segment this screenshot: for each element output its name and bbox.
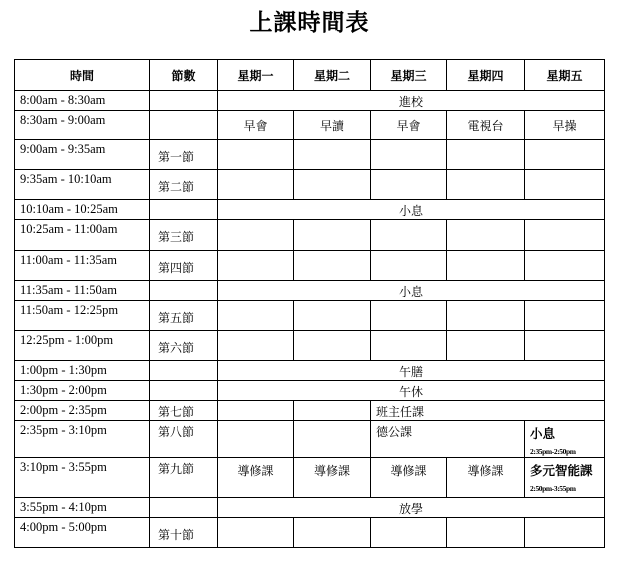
lesson-cell xyxy=(447,301,525,331)
lesson-cell xyxy=(294,170,371,200)
table-row xyxy=(15,91,605,111)
period-cell: 第三節 xyxy=(150,220,218,251)
table-row xyxy=(15,361,605,381)
friday-time: 2:35pm-2:50pm xyxy=(530,447,576,456)
lesson-cell xyxy=(447,140,525,170)
lesson-cell xyxy=(525,140,605,170)
lesson-cell xyxy=(371,518,447,548)
header-row xyxy=(15,60,605,91)
lesson-cell xyxy=(371,251,447,281)
time-cell: 11:00am - 11:35am xyxy=(15,251,150,281)
lesson-cell xyxy=(294,140,371,170)
lesson-cell xyxy=(447,331,525,361)
lesson-cell xyxy=(218,220,294,251)
span-cell: 德公課 xyxy=(371,421,525,458)
lesson-cell xyxy=(525,518,605,548)
lesson-cell xyxy=(371,331,447,361)
table-row xyxy=(15,381,605,401)
time-cell: 2:00pm - 2:35pm xyxy=(15,401,150,421)
friday-title: 小息 xyxy=(530,426,556,441)
lesson-cell xyxy=(218,421,294,458)
tutorial-cell-wed: 導修課 xyxy=(371,458,447,498)
period-cell: 第一節 xyxy=(150,140,218,170)
table-row xyxy=(15,401,605,421)
header-period: 節數 xyxy=(150,60,218,91)
period-cell: 第九節 xyxy=(150,458,218,498)
time-cell: 11:50am - 12:25pm xyxy=(15,301,150,331)
time-cell: 11:35am - 11:50am xyxy=(15,281,150,301)
period-cell xyxy=(150,498,218,518)
header-time: 時間 xyxy=(15,60,150,91)
time-cell: 1:00pm - 1:30pm xyxy=(15,361,150,381)
header-fri: 星期五 xyxy=(525,60,605,91)
period-cell xyxy=(150,281,218,301)
table-row xyxy=(15,281,605,301)
lesson-cell xyxy=(447,251,525,281)
lesson-cell xyxy=(294,301,371,331)
time-cell: 9:00am - 9:35am xyxy=(15,140,150,170)
lesson-cell xyxy=(218,170,294,200)
table-row xyxy=(15,331,605,361)
tutorial-cell-thu: 導修課 xyxy=(447,458,525,498)
period-cell: 第五節 xyxy=(150,301,218,331)
lesson-cell xyxy=(218,401,294,421)
time-cell: 8:30am - 9:00am xyxy=(15,111,150,140)
lesson-cell xyxy=(218,251,294,281)
header-tue: 星期二 xyxy=(294,60,371,91)
time-cell: 3:55pm - 4:10pm xyxy=(15,498,150,518)
table-row xyxy=(15,220,605,251)
table-row xyxy=(15,111,605,140)
time-cell: 2:35pm - 3:10pm xyxy=(15,421,150,458)
lesson-cell xyxy=(218,140,294,170)
lesson-cell xyxy=(525,170,605,200)
span-cell: 午休 xyxy=(218,381,605,401)
lesson-cell xyxy=(371,301,447,331)
span-cell: 班主任課 xyxy=(371,401,605,421)
time-cell: 10:25am - 11:00am xyxy=(15,220,150,251)
activity-cell-tue: 早讀 xyxy=(294,111,371,140)
table-row xyxy=(15,170,605,200)
period-cell: 第七節 xyxy=(150,401,218,421)
time-cell: 10:10am - 10:25am xyxy=(15,200,150,220)
lesson-cell xyxy=(525,220,605,251)
table-row xyxy=(15,458,605,498)
period-cell: 第二節 xyxy=(150,170,218,200)
time-cell: 9:35am - 10:10am xyxy=(15,170,150,200)
lesson-cell xyxy=(525,251,605,281)
activity-cell-wed: 早會 xyxy=(371,111,447,140)
table-row xyxy=(15,200,605,220)
lesson-cell xyxy=(525,301,605,331)
table-row xyxy=(15,421,605,458)
lesson-cell xyxy=(447,220,525,251)
lesson-cell xyxy=(294,401,371,421)
table-row xyxy=(15,518,605,548)
lesson-cell xyxy=(294,251,371,281)
activity-cell-fri: 早操 xyxy=(525,111,605,140)
timetable xyxy=(14,59,605,548)
lesson-cell xyxy=(525,331,605,361)
activity-cell-thu: 電視台 xyxy=(447,111,525,140)
period-cell: 第六節 xyxy=(150,331,218,361)
table-row xyxy=(15,140,605,170)
tutorial-cell-mon: 導修課 xyxy=(218,458,294,498)
lesson-cell xyxy=(294,421,371,458)
table-row xyxy=(15,251,605,281)
friday-cell xyxy=(525,458,605,498)
period-cell xyxy=(150,200,218,220)
lesson-cell xyxy=(371,170,447,200)
span-cell: 進校 xyxy=(218,91,605,111)
header-thu: 星期四 xyxy=(447,60,525,91)
activity-cell-mon: 早會 xyxy=(218,111,294,140)
period-cell: 第十節 xyxy=(150,518,218,548)
lesson-cell xyxy=(371,220,447,251)
span-cell: 午膳 xyxy=(218,361,605,381)
period-cell xyxy=(150,381,218,401)
header-mon: 星期一 xyxy=(218,60,294,91)
time-cell: 3:10pm - 3:55pm xyxy=(15,458,150,498)
lesson-cell xyxy=(447,518,525,548)
period-cell xyxy=(150,361,218,381)
lesson-cell xyxy=(294,518,371,548)
table-row xyxy=(15,498,605,518)
lesson-cell xyxy=(218,331,294,361)
period-cell xyxy=(150,111,218,140)
tutorial-cell-tue: 導修課 xyxy=(294,458,371,498)
span-cell: 小息 xyxy=(218,281,605,301)
span-cell: 放學 xyxy=(218,498,605,518)
lesson-cell xyxy=(371,140,447,170)
time-cell: 4:00pm - 5:00pm xyxy=(15,518,150,548)
lesson-cell xyxy=(218,301,294,331)
time-cell: 1:30pm - 2:00pm xyxy=(15,381,150,401)
period-cell: 第八節 xyxy=(150,421,218,458)
time-cell: 8:00am - 8:30am xyxy=(15,91,150,111)
lesson-cell xyxy=(447,170,525,200)
span-cell: 小息 xyxy=(218,200,605,220)
header-wed: 星期三 xyxy=(371,60,447,91)
period-cell: 第四節 xyxy=(150,251,218,281)
lesson-cell xyxy=(294,331,371,361)
period-cell xyxy=(150,91,218,111)
lesson-cell xyxy=(218,518,294,548)
table-row xyxy=(15,301,605,331)
friday-title: 多元智能課 xyxy=(530,463,593,478)
page-title: 上課時間表 xyxy=(249,10,370,36)
friday-cell xyxy=(525,421,605,458)
time-cell: 12:25pm - 1:00pm xyxy=(15,331,150,361)
lesson-cell xyxy=(294,220,371,251)
friday-time: 2:50pm-3:55pm xyxy=(530,484,576,493)
